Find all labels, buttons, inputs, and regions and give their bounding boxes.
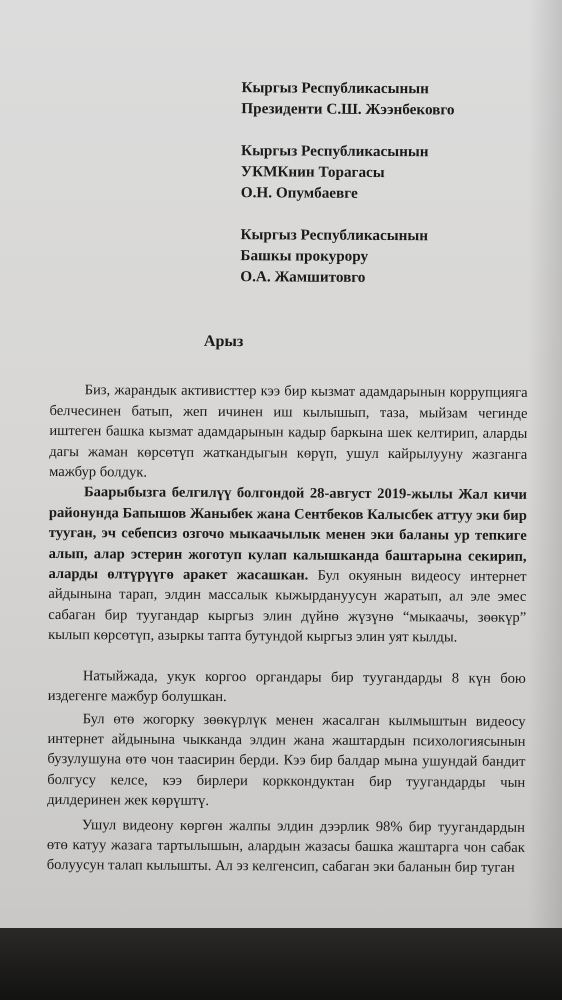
addressee-line: О.А. Жамшитовго	[240, 268, 366, 286]
body-paragraph	[48, 482, 527, 648]
body-paragraph: Биз, жарандык активисттер кээ бир кызмат адамдарынын коррупцияга белчесинен батып, жеп ичинен иш кылышып, таза, мыйзам чегинде иштеген башка кызмат адамдарынын кадыр баркына шек келтирип, аларды дагы жаман көрсөтүп жаткандыгын көрүп, ушул кайрылууну жазганга мажбур болдук.	[49, 382, 528, 481]
addressee-line: Кыргыз Республикасынын	[241, 142, 429, 161]
addressee-prosecutor	[240, 203, 529, 289]
addressee-security-committee	[241, 119, 530, 205]
document-text	[47, 0, 530, 879]
document-title: Арыз	[203, 332, 244, 351]
addressee-president	[241, 1, 530, 121]
paragraph-continuation: Бул окуянын видеосу интернет айдынына тарап, элдин массалык кыжырдануусун жаратып, ал эле эмес сабаган бир туугандар кыргыз элин дүйнө жүзүнө “мыкаачы, зөөкүр” кылып көрсөтүп, азыркы тапта бутундой кыргыз элин уят кылды.	[48, 567, 527, 646]
addressee-line: Президенти С.Ш. Жээнбековго	[241, 100, 455, 119]
addressee-line: Кыргыз Республикасынын	[241, 79, 429, 98]
body-paragraph: Бул өтө жогорку зөөкүрлүк менен жасалган кылмыштын видеосу интернет айдынына чыкканда элдин жана жаштардын психологиясынын бузулушуна өтө чон таасирин берди. Кээ бир балдар мына ушундай бандит болгусу келсе, кээ бирлери корккондуктан бир туугандарды чын дилдеринен жек көрүштү.	[47, 710, 526, 810]
addressee-line: УКМКнин Торагасы	[240, 163, 385, 182]
dark-background	[0, 928, 562, 1000]
bold-statement: Баарыбызга белгилүү болгондой 28-август 2019-жылы Жал кичи районунда Бапышов Жаныбек жана Сентбеков Калысбек аттуу эки бир тууган, эч себепсиз озгочо мыкаачылык менен эки баланы ур тепкиге алып, алар эстерин жоготуп кулап калышканда баштарына секирип, аларды өлтүрүүгө аракет жасашкан.	[48, 484, 528, 584]
addressee-line: О.Н. Опумбаевге	[240, 184, 358, 202]
body-paragraph: Ушул видеону көргөн жалпы элдин дээрлик 98% бир туугандардын өтө катуу жазага тартылышын, алардын жазасы башка жаштарга чон сабак болуусун талап кылышты. Ал эз келгенсип, сабаган эки баланын бир туган	[46, 816, 526, 877]
addressee-line: Кыргыз Республикасынын	[240, 226, 429, 245]
addressee-line: Башкы прокурору	[240, 247, 369, 265]
addressee-block	[240, 1, 530, 289]
body-paragraph: Натыйжада, укук коргоо органдары бир туугандарды 8 күн бою издегенге мажбур болушкан.	[47, 667, 526, 706]
